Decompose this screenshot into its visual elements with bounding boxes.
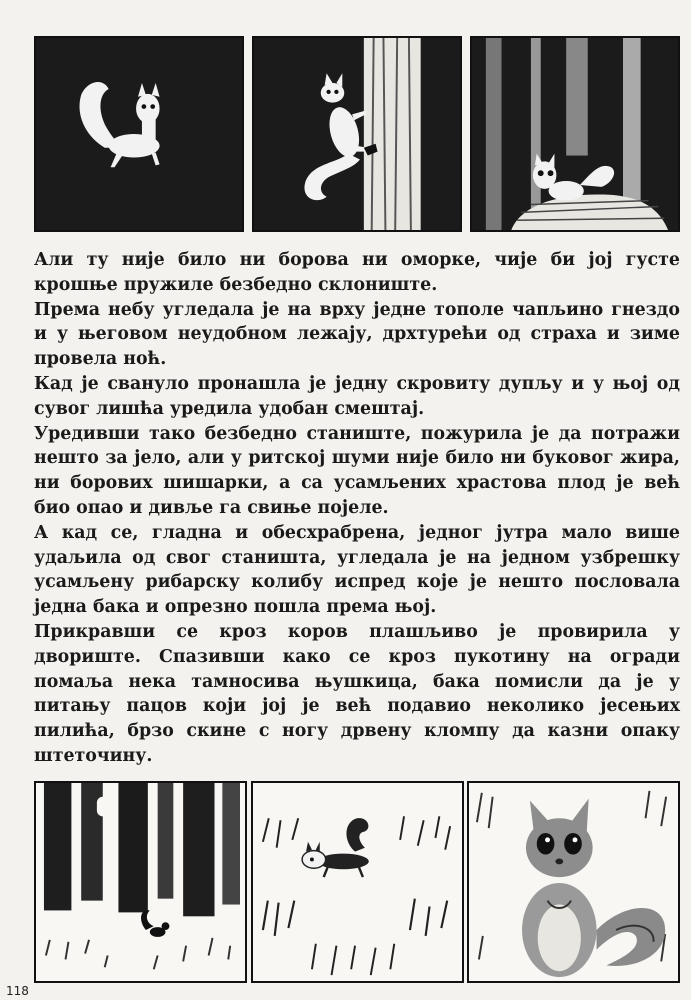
illustration-squirrel-in-grass	[251, 781, 464, 983]
squirrel-climbing-drawing	[254, 38, 460, 230]
page-number: 118	[6, 984, 29, 998]
squirrel-nest-drawing	[472, 38, 678, 230]
paragraph-5: А кад се, гладна и обесхрабрена, једног јутра мало више удаљила од свог станишта, угледала је на једном узбрешку усамљену рибарску колибу испред које је нешто пословала једна бака и опрезно пошла према њој.	[34, 522, 680, 618]
illustration-squirrel-walking	[34, 36, 244, 232]
illustration-squirrel-closeup	[467, 781, 680, 983]
bottom-illustration-row	[34, 781, 680, 983]
paragraph-6: Прикравши се кроз коров плашљиво је провирила у двориште. Спазивши како се кроз пукотину на огради помаља нека тамносива њушкица, бака помисли да је у питању пацов који јој је већ подавио неколико јесењих пилића, брзо скине с ногу дрвену кломпу да казни опаку штеточину.	[34, 621, 680, 766]
story-text	[34, 248, 680, 769]
squirrel-grass-drawing	[253, 783, 462, 981]
illustration-squirrel-in-forest	[34, 781, 247, 983]
paragraph-3: Кад је свануло пронашла је једну скровиту дупљу и у њој од сувог лишћа уредила удобан смештај.	[34, 373, 680, 419]
squirrel-walking-drawing	[36, 38, 242, 230]
squirrel-forest-drawing	[36, 783, 245, 981]
illustration-squirrel-in-nest	[470, 36, 680, 232]
illustration-squirrel-climbing-tree	[252, 36, 462, 232]
paragraph-1: Али ту није било ни борова ни оморке, чије би јој густе крошње пружиле безбедно склониште.	[34, 250, 680, 295]
paragraph-4: Уредивши тако безбедно станиште, пожурила је да потражи нешто за јело, али у ритској шуми није било ни буковог жира, ни борових шишарки, а са усамљених храстова плод је већ био опао и дивље га свиње појеле.	[34, 423, 680, 518]
top-illustration-row	[34, 36, 680, 232]
paragraph-2: Према небу угледала је на врху једне тополе чапљино гнездо и у његовом неудобном лежају, дрхтурећи од страха и зиме провела ноћ.	[34, 299, 680, 370]
squirrel-closeup-drawing	[469, 783, 678, 981]
